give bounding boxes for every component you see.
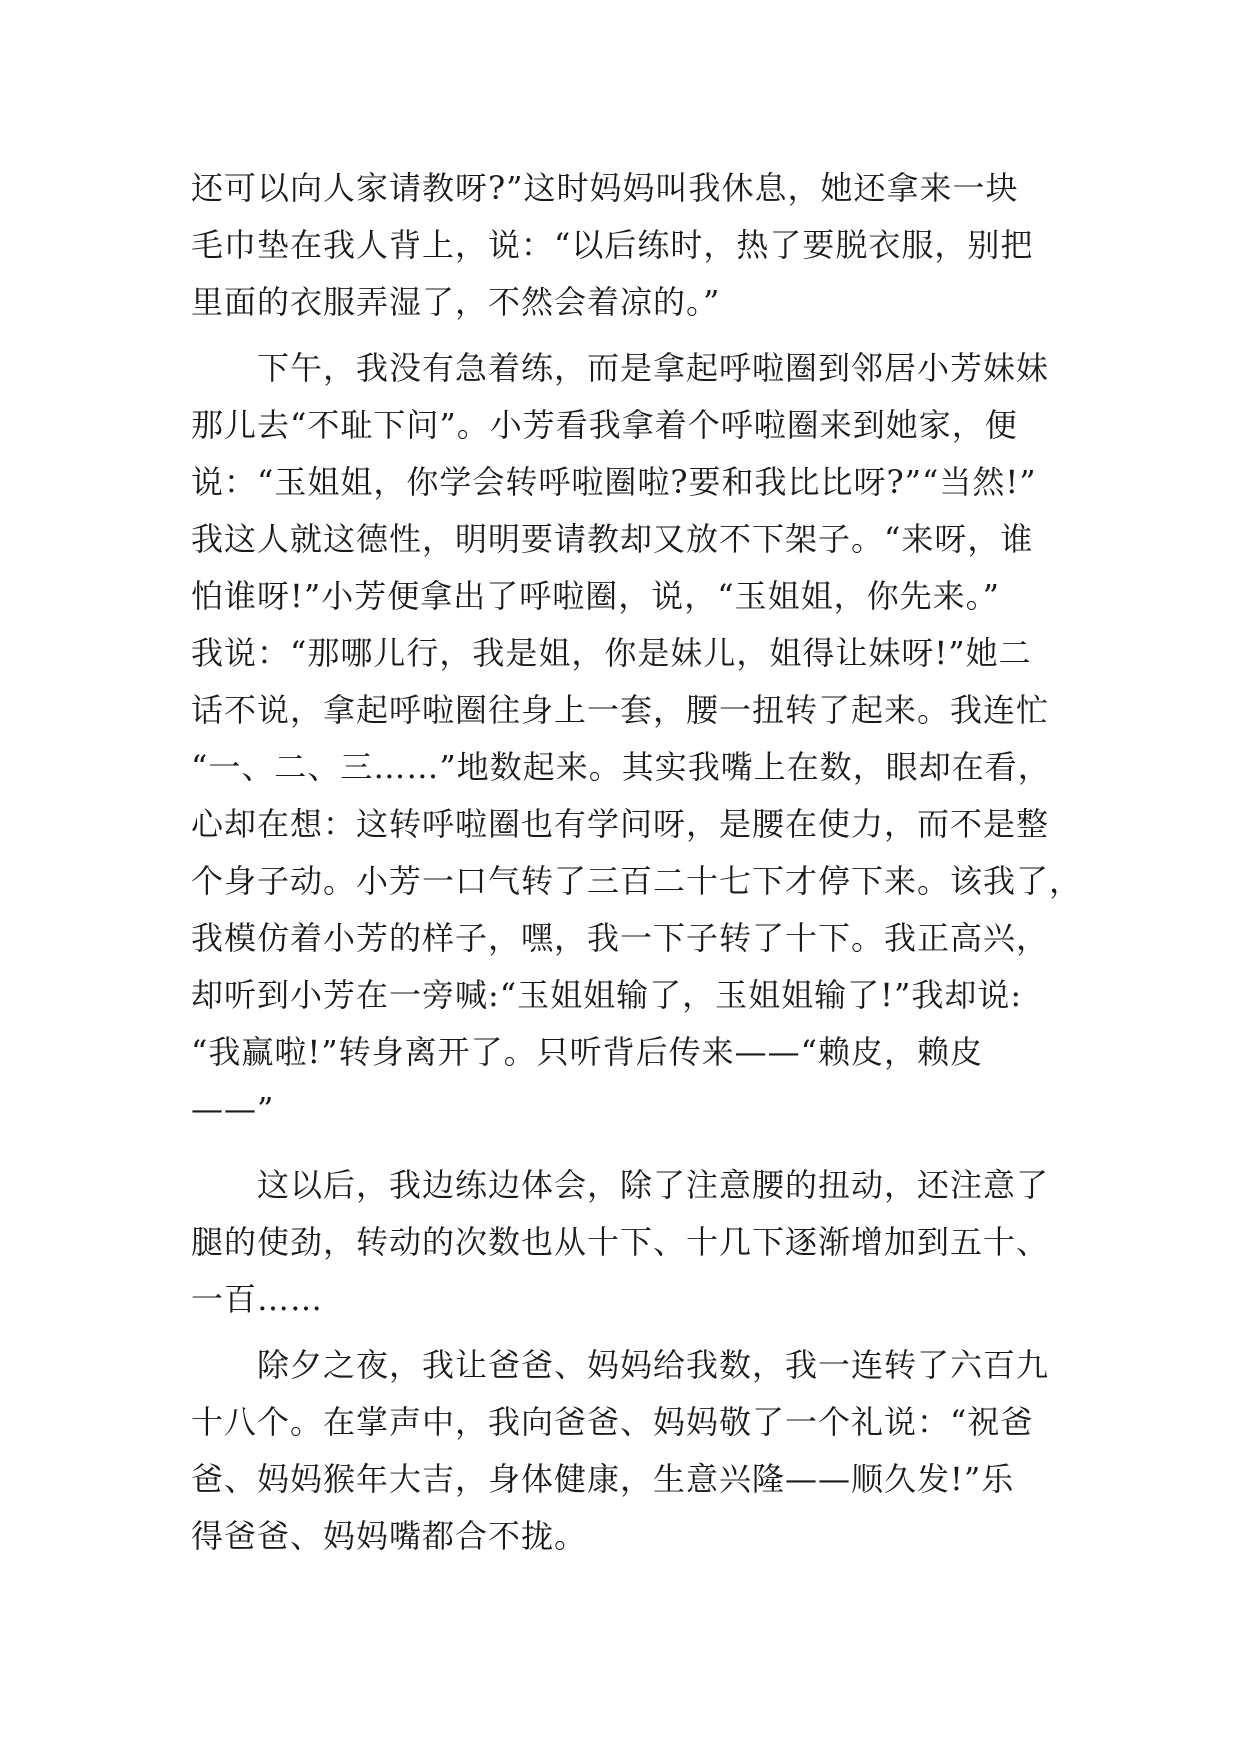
text-line: 我这人就这德性，明明要请教却又放不下架子。“来呀，谁 bbox=[191, 520, 1034, 558]
text-line: 这以后，我边练边体会，除了注意腰的扭动，还注意了 bbox=[191, 1166, 1050, 1204]
text-line: “一、二、三……”地数起来。其实我嘴上在数，眼却在看， bbox=[191, 748, 1051, 786]
text-line: 还可以向人家请教呀?”这时妈妈叫我休息，她还拿来一块 bbox=[191, 169, 1019, 207]
text-line: 腿的使劲，转动的次数也从十下、十几下逐渐增加到五十、 bbox=[191, 1223, 1050, 1261]
paragraph-1 bbox=[191, 160, 1051, 331]
paragraph-2 bbox=[191, 340, 1083, 1138]
text-line: 那儿去“不耻下问”。小芳看我拿着个呼啦圈来到她家，便 bbox=[191, 406, 1018, 444]
text-line: 怕谁呀!”小芳便拿出了呼啦圈，说，“玉姐姐，你先来。” bbox=[191, 577, 1000, 615]
text-line: 我说：“那哪儿行，我是姐，你是妹儿，姐得让妹呀!”她二 bbox=[191, 634, 1032, 672]
text-line: 十八个。在掌声中，我向爸爸、妈妈敬了一个礼说：“祝爸 bbox=[191, 1403, 1034, 1441]
paragraph-3 bbox=[191, 1157, 1051, 1328]
paragraph-4 bbox=[191, 1337, 1051, 1565]
text-line: “我赢啦!”转身离开了。只听背后传来——“赖皮，赖皮 bbox=[191, 1033, 983, 1071]
text-line: 说：“玉姐姐，你学会转呼啦圈啦?要和我比比呀?”“当然!” bbox=[191, 463, 1037, 501]
text-line: 一百…… bbox=[191, 1280, 324, 1318]
text-line: 除夕之夜，我让爸爸、妈妈给我数，我一连转了六百九 bbox=[191, 1346, 1050, 1384]
text-line: 个身子动。小芳一口气转了三百二十七下才停下来。该我了， bbox=[191, 862, 1083, 900]
text-line: ——” bbox=[191, 1090, 275, 1128]
text-line: 却听到小芳在一旁喊:“玉姐姐输了，玉姐姐输了!”我却说: bbox=[191, 976, 1023, 1014]
text-line: 心却在想：这转呼啦圈也有学问呀，是腰在使力，而不是整 bbox=[191, 805, 1050, 843]
article-body bbox=[191, 160, 1083, 1565]
text-line: 爸、妈妈猴年大吉，身体健康，生意兴隆——顺久发!”乐 bbox=[191, 1460, 1015, 1498]
text-line: 下午，我没有急着练，而是拿起呼啦圈到邻居小芳妹妹 bbox=[191, 349, 1050, 387]
text-line: 得爸爸、妈妈嘴都合不拢。 bbox=[191, 1517, 588, 1555]
text-line: 里面的衣服弄湿了，不然会着凉的。” bbox=[191, 283, 721, 321]
text-line: 话不说，拿起呼啦圈往身上一套，腰一扭转了起来。我连忙 bbox=[191, 691, 1050, 729]
text-line: 我模仿着小芳的样子，嘿，我一下子转了十下。我正高兴， bbox=[191, 919, 1050, 957]
text-line: 毛巾垫在我人背上，说：“以后练时，热了要脱衣服，别把 bbox=[191, 226, 1034, 264]
